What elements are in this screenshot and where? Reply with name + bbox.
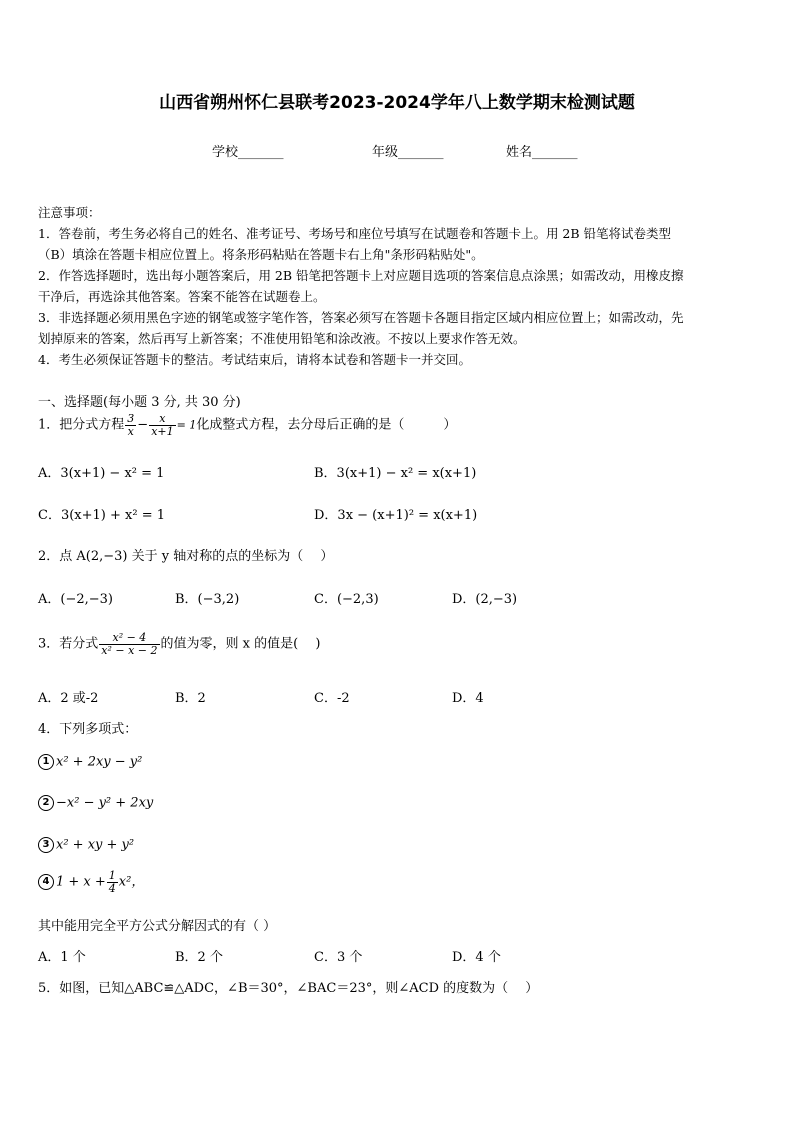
q4-option-c: C．3 个 <box>314 950 363 965</box>
q4-fraction: $\frac{1}{4}$ <box>108 869 116 895</box>
q4-option-d: D．4 个 <box>452 950 501 965</box>
q3-fraction: $\frac{\text{x² − 4}}{\text{x² − x − 2}}$ <box>101 631 158 657</box>
q4-option-a: A．1 个 <box>38 950 86 965</box>
question-1: 1．把分式方程 $\frac{3}{x}$ − $\frac{x}{x+1}$ = 1化成整式方程，去分母后正确的是（ ） <box>38 412 457 438</box>
section-heading: 一、选择题(每小题 3 分, 共 30 分) <box>38 395 241 410</box>
name-field: 姓名_______ <box>506 145 578 160</box>
school-field: 学校_______ <box>212 145 284 160</box>
q3-option-c: C．-2 <box>314 691 350 706</box>
question-4: 4．下列多项式： <box>38 722 138 737</box>
circled-number-icon: 4 <box>38 874 54 890</box>
q1-option-d: D．3x − (x+1)² = x(x+1) <box>314 508 478 523</box>
q1-suffix: 化成整式方程，去分母后正确的是（ ） <box>196 417 457 433</box>
notice-line: 干净后，再选涂其他答案。答案不能答在试题卷上。 <box>38 289 326 304</box>
circled-number-icon: 2 <box>38 795 54 811</box>
q3-option-b: B．2 <box>175 691 206 706</box>
circled-number-icon: 3 <box>38 837 54 853</box>
q4-item-1: 1 x² + 2xy − y² <box>38 754 142 770</box>
notice-line: （B）填涂在答题卡相应位置上。将条形码粘贴在答题卡右上角"条形码粘贴处"。 <box>38 247 484 262</box>
q1-option-a: A．3(x+1) − x² = 1 <box>38 466 165 481</box>
question-3 <box>38 632 320 656</box>
grade-field: 年级_______ <box>372 145 444 160</box>
q3-option-a: A．2 或-2 <box>38 691 99 706</box>
notice-line: 1．答卷前，考生务必将自己的姓名、准考证号、考场号和座位号填写在试题卷和答题卡上。用 2B 铅笔将试卷类型 <box>38 226 672 241</box>
q2-option-b: B．(−3,2) <box>175 592 240 607</box>
question-5: 5．如图，已知△ABC≌△ADC，∠B＝30°，∠BAC＝23°，则∠ACD 的度数为（ ） <box>38 981 539 996</box>
notice-line: 4．考生必须保证答题卡的整洁。考试结束后，请将本试卷和答题卡一并交回。 <box>38 352 471 367</box>
q1-fraction-2: $\frac{x}{x+1}$ <box>151 412 174 438</box>
q3-option-d: D．4 <box>452 691 484 706</box>
circled-number-icon: 1 <box>38 754 54 770</box>
q3-suffix: 的值为零，则 x 的值是( ) <box>160 636 321 652</box>
notice-line: 划掉原来的答案，然后再写上新答案；不准使用铅笔和涂改液。不按以上要求作答无效。 <box>38 331 526 346</box>
notice-line: 2．作答选择题时，选出每小题答案后，用 2B 铅笔把答题卡上对应题目选项的答案信息点涂黑；如需改动，用橡皮擦 <box>38 268 684 283</box>
question-2: 2．点 A(2,−3) 关于 y 轴对称的点的坐标为（ ） <box>38 549 334 564</box>
q2-option-a: A．(−2,−3) <box>38 592 113 607</box>
q1-fraction-1: $\frac{3}{x}$ <box>127 412 135 438</box>
q4-item-2: 2 −x² − y² + 2xy <box>38 795 153 811</box>
q4-option-b: B．2 个 <box>175 950 223 965</box>
notice-line: 3．非选择题必须用黑色字迹的钢笔或签字笔作答，答案必须写在答题卡各题目指定区域内相应位置上；如需改动，先 <box>38 310 684 325</box>
q1-option-c: C．3(x+1) + x² = 1 <box>38 508 165 523</box>
q3-prefix: 3．若分式 <box>38 636 99 652</box>
q4-item-3: 3 x² + xy + y² <box>38 837 134 853</box>
q4-item-4: 4 1 + x + $\frac{1}{4}$ x²， <box>38 870 144 894</box>
q4-question: 其中能用完全平方公式分解因式的有（ ） <box>38 919 277 934</box>
q2-option-c: C．(−2,3) <box>314 592 379 607</box>
q1-prefix: 1．把分式方程 <box>38 417 125 433</box>
page-title: 山西省朔州怀仁县联考2023-2024学年八上数学期末检测试题 <box>159 93 635 113</box>
q1-option-b: B．3(x+1) − x² = x(x+1) <box>314 466 477 481</box>
q2-option-d: D．(2,−3) <box>452 592 518 607</box>
notice-heading: 注意事项： <box>38 205 101 220</box>
